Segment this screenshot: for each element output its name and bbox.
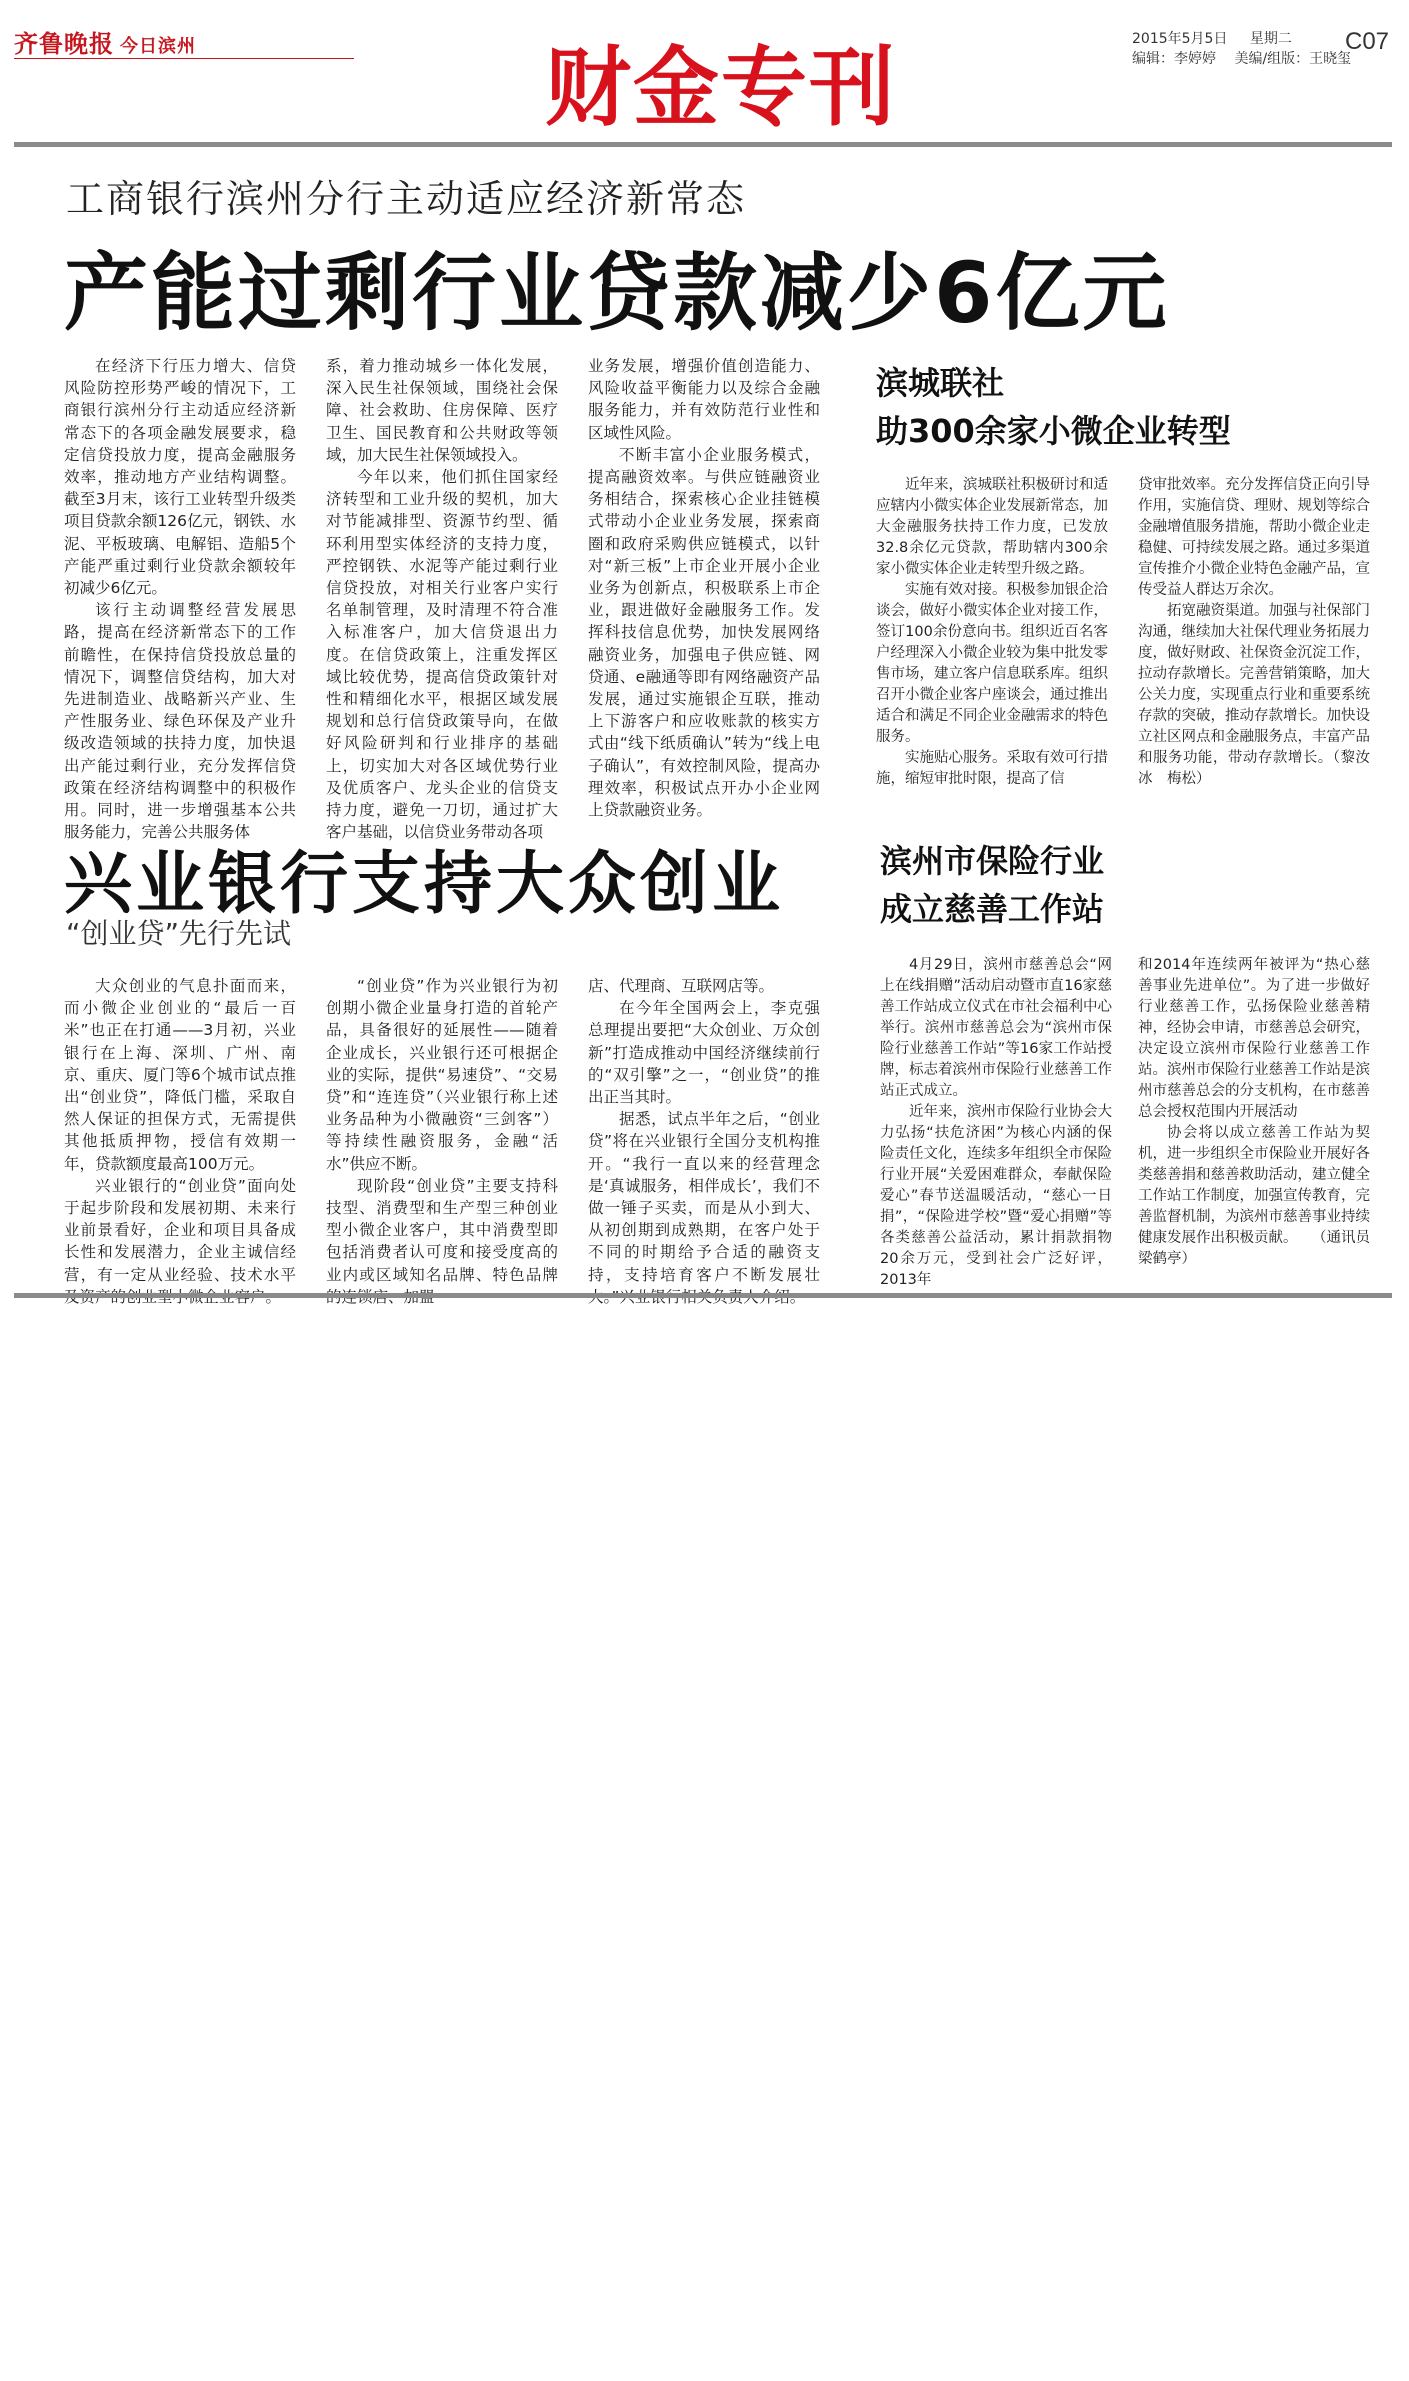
side1-column-1 [876, 475, 1108, 815]
side2-title-line1: 滨州市保险行业 [880, 842, 1105, 880]
masthead-divider [14, 58, 354, 59]
paragraph: 在今年全国两会上，李克强总理提出要把“大众创业、万众创新”打造成推动中国经济继续前行的“双引擎”之一，“创业贷”的推出正当其时。 [588, 999, 820, 1107]
editor-credit: 编辑：李婷婷 [1132, 51, 1216, 67]
side1-title-line2: 助300余家小微企业转型 [876, 412, 1231, 450]
article2-headline: 兴业银行支持大众创业 [64, 845, 785, 924]
paragraph: 该行主动调整经营发展思路，提高在经济新常态下的工作前瞻性，在保持信贷投放总量的情况下，调整信贷结构，加大对先进制造业、战略新兴产业、生产性服务业、绿色环保及产业升级改造领域的扶持力度，加快退出产能过剩行业，充分发挥信贷政策在经济结构调整中的积极作用。同时，进一步增强基本公共服务能力，完善公共服务体 [64, 601, 296, 842]
paragraph: “创业贷”作为兴业银行为初创期小微企业量身打造的首轮产品，具备很好的延展性——随着企业成长，兴业银行还可根据企业的实际，提供“易速贷”、“交易贷”和“连连贷”（兴业银行称上述业务品种为小微融资“三剑客”）等持续性融资服务，金融“活水”供应不断。 [326, 977, 558, 1173]
paragraph: 协会将以成立慈善工作站为契机，进一步组织全市保险业开展好各类慈善捐和慈善救助活动，建立健全工作站工作制度，加强宣传教育，完善监督机制，为滨州市慈善事业持续健康发展作出积极贡献。 （通讯员 梁鹤亭） [1138, 1125, 1385, 1267]
top-divider [14, 142, 1392, 147]
paragraph: 和2014年连续两年被评为“热心慈善事业先进单位”。为了进一步做好行业慈善工作，弘扬保险业慈善精神，经协会申请，市慈善总会研究，决定设立滨州市保险行业慈善工作站。滨州市保险行业慈善工作站是滨州市慈善总会的分支机构，在市慈善总会授权范围内开展活动 [1138, 957, 1370, 1120]
brand-name: 齐鲁晚报 [14, 30, 114, 58]
paragraph: 拓宽融资渠道。加强与社保部门沟通，继续加大社保代理业务拓展力度，做好财政、社保资金沉淀工作，拉动存款增长。完善营销策略，加大公关力度，实现重点行业和重要系统存款的突破，推动存款增长。加快设立社区网点和金融服务点，丰富产品和服务功能，带动存款增长。（黎汝冰 梅松） [1138, 603, 1370, 787]
article1-subtitle: 工商银行滨州分行主动适应经济新常态 [66, 177, 747, 221]
designer-credit: 美编/组版：王晓玺 [1234, 51, 1352, 67]
paragraph: 业务发展，增强价值创造能力、风险收益平衡能力以及综合金融服务能力，并有效防范行业性和区域性风险。 [588, 357, 820, 442]
paragraph: 系，着力推动城乡一体化发展，深入民生社保领域，围绕社会保障、社会救助、住房保障、医疗卫生、国民教育和公共财政等领域，加大民生社保领域投入。 [326, 357, 558, 464]
credits-line [1132, 48, 1351, 68]
paragraph: 今年以来，他们抓住国家经济转型和工业升级的契机，加大对节能减排型、资源节约型、循环利用型实体经济的支持力度，严控钢铁、水泥等产能过剩行业信贷投放，对相关行业客户实行名单制管理，及时清理不符合准入标准客户，加大信贷退出力度。在信贷政策上，注重发挥区域比较优势，提高信贷政策针对性和精细化水平，根据区域发展规划和总行信贷政策导向，在做好风险研判和行业排序的基础上，切实加大对各区域优势行业及优质客户、龙头企业的信贷支持力度，避免一刀切，通过扩大客户基础，以信贷业务带动各项 [326, 468, 558, 842]
page-number: C07 [1345, 28, 1390, 55]
side2-title-line2: 成立慈善工作站 [880, 890, 1105, 928]
paragraph: 近年来，滨州市保险行业协会大力弘扬“扶危济困”为核心内涵的保险责任文化，连续多年组织全市保险行业开展“关爱困难群众，奉献保险爱心”春节送温暖活动，“慈心一日捐”，“保险进学校”暨“爱心捐赠”等各类慈善公益活动，累计捐款捐物20余万元，受到社会广泛好评，2013年 [880, 1104, 1112, 1288]
article2-column-2 [326, 975, 558, 1285]
side1-title-line1: 滨城联社 [876, 364, 1005, 402]
paragraph: 实施贴心服务。采取有效可行措施，缩短审批时限，提高了信 [876, 750, 1108, 787]
paragraph: 兴业银行的“创业贷”面向处于起步阶段和发展初期、未来行业前景看好，企业和项目具备成长性和发展潜力，企业主诚信经营，有一定从业经验、技术水平 [64, 1176, 296, 1284]
paragraph: 近年来，滨城联社积极研讨和适应辖内小微实体企业发展新常态，加大金融服务扶持工作力度，已发放32.8余亿元贷款，帮助辖内300余家小微实体企业走转型升级之路。 [876, 477, 1108, 577]
article2-column-3 [588, 975, 820, 1285]
newspaper-brand [14, 24, 196, 59]
edition-name: 今日滨州 [120, 36, 196, 57]
paragraph: 据悉，试点半年之后，“创业贷”将在兴业银行全国分支机构推开。“我行一直以来的经营理念是‘真诚服务，相伴成长’，我们不做一锤子买卖，而是从小到大、从初创期到成熟期，在客户处于不同的时期给予合适的融资支持，支持培育客户不断发展壮 [588, 1110, 820, 1284]
article2-subtitle: “创业贷”先行先试 [66, 917, 292, 950]
side2-column-2 [1138, 955, 1385, 1285]
side1-column-2 [1138, 475, 1370, 815]
article1-column-2 [326, 355, 558, 842]
issue-date: 2015年5月5日 [1132, 31, 1228, 47]
article1-headline: 产能过剩行业贷款减少6亿元 [64, 244, 1170, 342]
issue-date-line [1132, 28, 1292, 48]
paragraph: 贷审批效率。充分发挥信贷正向引导作用，实施信贷、理财、规划等综合金融增值服务措施，帮助小微企业走稳健、可持续发展之路。通过多渠道宣传推介小微企业特色金融产品，宣传受益人群达万余次。 [1138, 477, 1370, 598]
paragraph: 4月29日，滨州市慈善总会“网上在线捐赠”活动启动暨市直16家慈善工作站成立仪式在市社会福利中心举行。滨州市慈善总会为“滨州市保险行业慈善工作站”等16家工作站授牌，标志着滨州市保险行业慈善工作站正式成立。 [880, 957, 1112, 1099]
paragraph: 不断丰富小企业服务模式，提高融资效率。与供应链融资业务相结合，探索核心企业挂链模式带动小企业业务发展，探索商圈和政府采购供应链模式，以针对“新三板”上市企业开展小企业业务为创新点，积极联系上市企业，跟进做好金融服务工作。发挥科技信息优势，加快发展网络融资业务，加强电子供应链、网贷通、e融通等即有网络融资产品发展，通过实施银企互联，推动上下游客户和应收账款的核实方式由“线下纸质确认”转为“线上电子确认”，有效控制风险，提高办理效率，积极试点开办小企业网上贷款融资业务。 [588, 445, 820, 820]
side2-column-1 [880, 955, 1112, 1288]
paragraph: 店、代理商、互联网店等。 [588, 977, 775, 995]
paragraph: 大众创业的气息扑面而来，而小微企业创业的“最后一百米”也正在打通——3月初，兴业银行在上海、深圳、广州、南京、重庆、厦门等6个城市试点推出“创业贷”，降低门槛，采取自然人保证的担保方式，无需提供其他抵质押物，授信有效期一年，贷款额度最高100万元。 [64, 977, 296, 1173]
article1-column-3 [588, 355, 820, 820]
paragraph: 在经济下行压力增大、信贷风险防控形势严峻的情况下，工商银行滨州分行主动适应经济新常态下的各项金融发展要求，稳定信贷投放力度，提高金融服务效率，推动地方产业结构调整。截至3月末，该行工业转型升级类项目贷款余额126亿元，钢铁、水泥、平板玻璃、电解铝、造船5个产能严重过剩行业贷款余额较年初减少6亿元。 [64, 357, 296, 598]
section-title: 财金专刊 [545, 37, 897, 138]
article1-column-1 [64, 355, 296, 842]
paragraph: 现阶段“创业贷”主要支持科技型、消费型和生产型三种创业型小微企业客户，其中消费型即包括消费者认可度和接受度高的业内或区域知名品牌、特色品牌 [326, 1176, 558, 1284]
paragraph: 实施有效对接。积极参加银企洽谈会，做好小微实体企业对接工作，签订100余份意向书。组织近百名客户经理深入小微企业较为集中批发零售市场，建立客户信息联系库。组织召开小微企业客户座谈会，通过推出适合和满足不同企业金融需求的特色服务。 [876, 582, 1108, 745]
issue-weekday: 星期二 [1249, 31, 1292, 47]
article2-column-1 [64, 975, 296, 1285]
bottom-divider [14, 1293, 1392, 1298]
